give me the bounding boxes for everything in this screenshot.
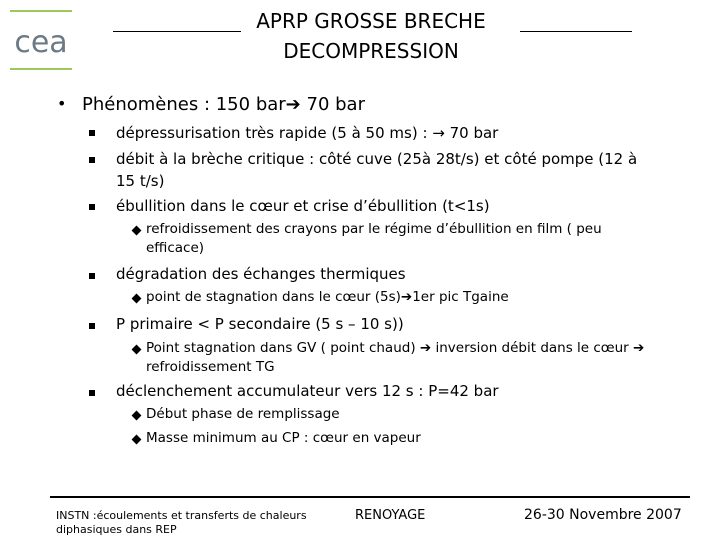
title-line-2: DECOMPRESSION — [283, 39, 459, 63]
title-underline-right — [520, 31, 632, 32]
arrow-right-icon: ➔ — [285, 94, 301, 115]
list-item: déclenchement accumulateur vers 12 s : P=42 bar — [116, 382, 499, 400]
square-bullet-icon — [89, 323, 95, 329]
diamond-bullet-icon — [132, 226, 142, 236]
sub-list-item: point de stagnation dans le cœur (5s)➔1er pic Tgaine — [146, 289, 509, 305]
list-item: débit à la brèche critique : côté cuve (25à 28t/s) et côté pompe (12 à 15 t/s) — [116, 150, 638, 190]
sub-list-item: Point stagnation dans GV ( point chaud) ➔ inversion débit dans le cœur ➔ refroidissement TG — [146, 340, 645, 375]
section-heading — [82, 94, 365, 115]
square-bullet-icon — [89, 204, 95, 210]
footer-course-title: INSTN :écoulements et transferts de chaleurs diphasiques dans REP — [56, 509, 307, 536]
diamond-bullet-icon — [132, 345, 142, 355]
logo-text: cea — [14, 25, 68, 60]
diamond-bullet-icon — [132, 294, 142, 304]
diamond-bullet-icon — [132, 411, 142, 421]
footer-divider — [50, 496, 690, 498]
arrow-right-icon: ➔ — [400, 289, 413, 305]
list-item: P primaire < P secondaire (5 s – 10 s)) — [116, 315, 404, 333]
sub-list-item: refroidissement des crayons par le régime d’ébullition en film ( peu efficace) — [146, 221, 602, 256]
heading-text: Phénomènes : 150 bar — [82, 94, 286, 115]
page-title — [110, 6, 632, 66]
arrow-right-icon: ➔ — [419, 340, 432, 356]
square-bullet-icon — [89, 273, 95, 279]
square-bullet-icon — [89, 130, 95, 136]
list-item: dégradation des échanges thermiques — [116, 265, 406, 283]
square-bullet-icon — [89, 157, 95, 163]
sub-list-item: Masse minimum au CP : cœur en vapeur — [146, 430, 421, 446]
bullet-dot-icon: • — [57, 94, 67, 113]
heading-text-end: 70 bar — [300, 94, 365, 115]
cea-logo — [10, 10, 74, 74]
title-line-1: APRP GROSSE BRECHE — [256, 9, 486, 33]
title-underline-left — [113, 31, 241, 32]
list-item: dépressurisation très rapide (5 à 50 ms) : → 70 bar — [116, 124, 499, 142]
sub-list-item: Début phase de remplissage — [146, 406, 340, 422]
footer-date: 26-30 Novembre 2007 — [524, 507, 682, 523]
diamond-bullet-icon — [132, 435, 142, 445]
list-item: ébullition dans le cœur et crise d’ébullition (t<1s) — [116, 197, 490, 215]
footer-section: RENOYAGE — [355, 508, 426, 523]
arrow-right-icon: ➔ — [633, 340, 645, 356]
square-bullet-icon — [89, 390, 95, 396]
